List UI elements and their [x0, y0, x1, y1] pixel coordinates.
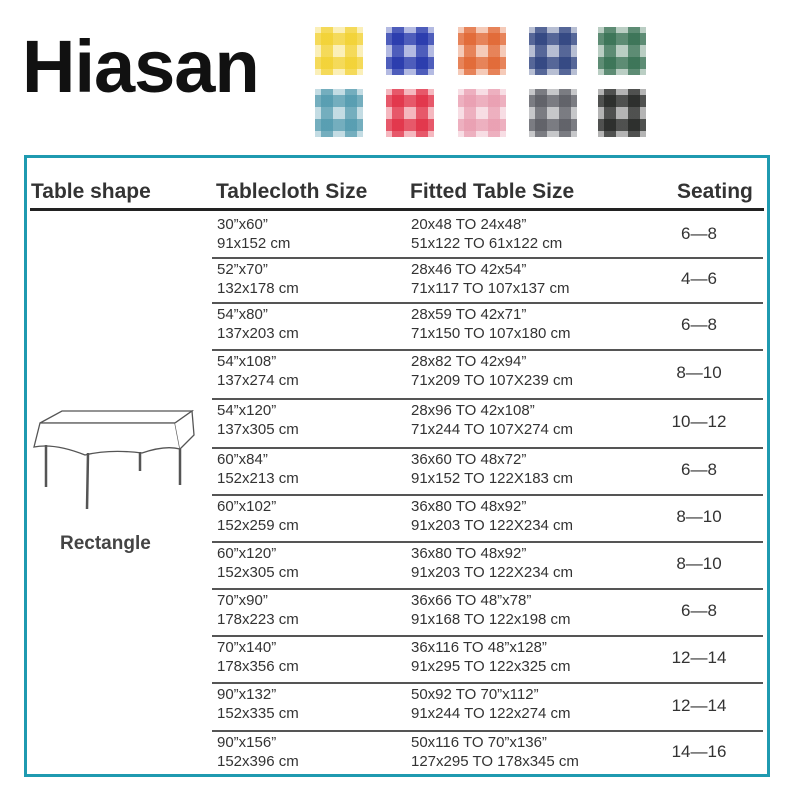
- fitted-size-inches: 20x48 TO 24x48”: [411, 216, 527, 233]
- tablecloth-size-inches: 54”x120”: [217, 402, 277, 419]
- tablecloth-size-cm: 137x203 cm: [217, 325, 299, 342]
- tablecloth-size-inches: 70”x90”: [217, 592, 268, 609]
- fitted-size-cm: 91x152 TO 122X183 cm: [411, 470, 574, 487]
- fitted-size-cm: 71x150 TO 107x180 cm: [411, 325, 571, 342]
- fitted-size-inches: 36x116 TO 48”x128”: [411, 639, 547, 656]
- fitted-size-cm: 127x295 TO 178x345 cm: [411, 753, 579, 770]
- tablecloth-size-cm: 152x305 cm: [217, 564, 299, 581]
- seating-range: 8—10: [676, 554, 722, 573]
- fitted-size-inches: 28x82 TO 42x94”: [411, 353, 527, 370]
- fitted-size-inches: 50x116 TO 70”x136”: [411, 734, 547, 751]
- tablecloth-size-cm: 152x259 cm: [217, 517, 299, 534]
- seating-range: 6—8: [681, 601, 717, 620]
- row-divider: [212, 257, 763, 259]
- tablecloth-size-inches: 54”x80”: [217, 306, 268, 323]
- fitted-size-cm: 91x244 TO 122x274 cm: [411, 705, 571, 722]
- fitted-size-inches: 28x46 TO 42x54”: [411, 261, 527, 278]
- seating-range: 8—10: [676, 507, 722, 526]
- seating-range: 12—14: [671, 696, 727, 715]
- tablecloth-size-inches: 90”x156”: [217, 734, 277, 751]
- fitted-size-cm: 71x209 TO 107X239 cm: [411, 372, 574, 389]
- seating-range: 12—14: [671, 648, 727, 667]
- tablecloth-size-inches: 60”x102”: [217, 498, 277, 515]
- yellow-plaid-swatch: [315, 27, 363, 75]
- tablecloth-size-cm: 152x335 cm: [217, 705, 299, 722]
- fitted-size-cm: 91x295 TO 122x325 cm: [411, 658, 571, 675]
- tablecloth-size-inches: 70”x140”: [217, 639, 277, 656]
- seating-range: 10—12: [671, 412, 727, 431]
- fitted-size-inches: 50x92 TO 70”x112”: [411, 686, 539, 703]
- tablecloth-size-cm: 178x356 cm: [217, 658, 299, 675]
- fitted-size-inches: 28x96 TO 42x108”: [411, 402, 535, 419]
- row-divider: [212, 349, 763, 351]
- tablecloth-size-cm: 137x274 cm: [217, 372, 299, 389]
- tablecloth-size-inches: 90”x132”: [217, 686, 277, 703]
- header-divider: [30, 208, 764, 211]
- header-tablecloth-size: Tablecloth Size: [216, 180, 368, 203]
- row-divider: [212, 494, 763, 496]
- tablecloth-size-inches: 60”x120”: [217, 545, 277, 562]
- seating-range: 6—8: [681, 460, 717, 479]
- row-divider: [212, 541, 763, 543]
- row-divider: [212, 682, 763, 684]
- header-table-shape: Table shape: [31, 180, 151, 203]
- tablecloth-size-inches: 60”x84”: [217, 451, 268, 468]
- gray-plaid-swatch: [529, 89, 577, 137]
- tablecloth-size-cm: 152x396 cm: [217, 753, 299, 770]
- row-divider: [212, 447, 763, 449]
- orange-plaid-swatch: [458, 27, 506, 75]
- row-divider: [212, 302, 763, 304]
- seating-range: 6—8: [681, 224, 717, 243]
- tablecloth-size-cm: 91x152 cm: [217, 235, 291, 252]
- tablecloth-size-inches: 52”x70”: [217, 261, 268, 278]
- brand-logo: Hiasan: [22, 25, 259, 108]
- seating-range: 4—6: [681, 269, 717, 288]
- fitted-size-inches: 36x66 TO 48”x78”: [411, 592, 532, 609]
- fitted-size-cm: 91x168 TO 122x198 cm: [411, 611, 571, 628]
- seating-range: 14—16: [671, 742, 727, 761]
- fitted-size-cm: 71x244 TO 107X274 cm: [411, 421, 574, 438]
- row-divider: [212, 588, 763, 590]
- fitted-size-cm: 51x122 TO 61x122 cm: [411, 235, 563, 252]
- navy-plaid-swatch: [529, 27, 577, 75]
- green-plaid-swatch: [598, 27, 646, 75]
- header-seating: Seating: [677, 180, 753, 203]
- pink-plaid-swatch: [458, 89, 506, 137]
- header-fitted-table-size: Fitted Table Size: [410, 180, 575, 203]
- fitted-size-cm: 91x203 TO 122X234 cm: [411, 517, 574, 534]
- tablecloth-size-cm: 137x305 cm: [217, 421, 299, 438]
- teal-plaid-swatch: [315, 89, 363, 137]
- fitted-size-cm: 91x203 TO 122X234 cm: [411, 564, 574, 581]
- tablecloth-size-inches: 30”x60”: [217, 216, 268, 233]
- row-divider: [212, 635, 763, 637]
- fitted-size-cm: 71x117 TO 107x137 cm: [411, 280, 570, 297]
- fitted-size-inches: 28x59 TO 42x71”: [411, 306, 527, 323]
- tablecloth-size-inches: 54”x108”: [217, 353, 277, 370]
- blue-plaid-swatch: [386, 27, 434, 75]
- seating-range: 8—10: [676, 363, 722, 382]
- shape-label-rectangle: Rectangle: [60, 533, 151, 554]
- red-plaid-swatch: [386, 89, 434, 137]
- row-divider: [212, 730, 763, 732]
- fitted-size-inches: 36x80 TO 48x92”: [411, 545, 527, 562]
- tablecloth-size-cm: 178x223 cm: [217, 611, 299, 628]
- tablecloth-size-cm: 132x178 cm: [217, 280, 299, 297]
- black-plaid-swatch: [598, 89, 646, 137]
- fitted-size-inches: 36x80 TO 48x92”: [411, 498, 527, 515]
- row-divider: [212, 398, 763, 400]
- seating-range: 6—8: [681, 315, 717, 334]
- rectangle-table-icon: [30, 405, 200, 515]
- tablecloth-size-cm: 152x213 cm: [217, 470, 299, 487]
- fitted-size-inches: 36x60 TO 48x72”: [411, 451, 527, 468]
